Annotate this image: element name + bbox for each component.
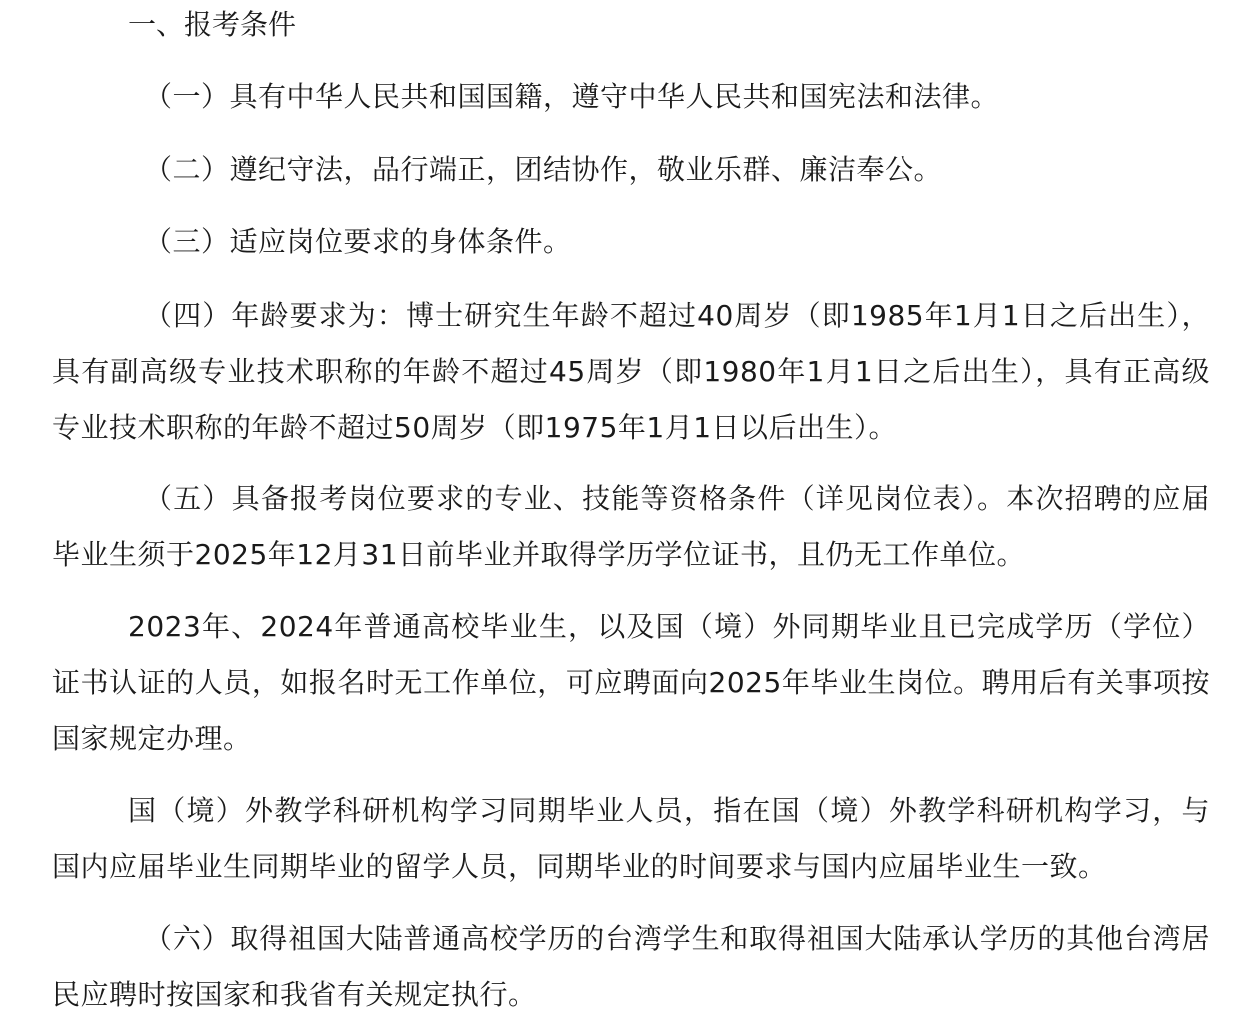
paragraph-condition-6-taiwan: （六）取得祖国大陆普通高校学历的台湾学生和取得祖国大陆承认学历的其他台湾居民应聘时按国家和我省有关规定执行。 bbox=[52, 922, 1210, 1011]
paragraph-condition-4-age: （四）年龄要求为：博士研究生年龄不超过40周岁（即1985年1月1日之后出生），具有副高级专业技术职称的年龄不超过45周岁（即1980年1月1日之后出生），具有正高级专业技术职称的年龄不超过50周岁（即1975年1月1日以后出生）。 bbox=[52, 299, 1210, 444]
paragraph-condition-5-qualification: （五）具备报考岗位要求的专业、技能等资格条件（详见岗位表）。本次招聘的应届毕业生须于2025年12月31日前毕业并取得学历学位证书，且仍无工作单位。 bbox=[52, 482, 1210, 571]
paragraph-condition-3: （三）适应岗位要求的身体条件。 bbox=[144, 225, 572, 258]
paragraph-condition-2: （二）遵纪守法，品行端正，团结协作，敬业乐群、廉洁奉公。 bbox=[144, 153, 943, 186]
section-heading: 一、报考条件 bbox=[128, 8, 297, 41]
paragraph-condition-1: （一）具有中华人民共和国国籍，遵守中华人民共和国宪法和法律。 bbox=[144, 80, 1000, 113]
paragraph-overseas-graduates: 国（境）外教学科研机构学习同期毕业人员，指在国（境）外教学科研机构学习，与国内应届毕业生同期毕业的留学人员，同期毕业的时间要求与国内应届毕业生一致。 bbox=[52, 794, 1210, 883]
paragraph-graduates-2023-2024: 2023年、2024年普通高校毕业生，以及国（境）外同期毕业且已完成学历（学位）证书认证的人员，如报名时无工作单位，可应聘面向2025年毕业生岗位。聘用后有关事项按国家规定办理。 bbox=[52, 610, 1210, 755]
